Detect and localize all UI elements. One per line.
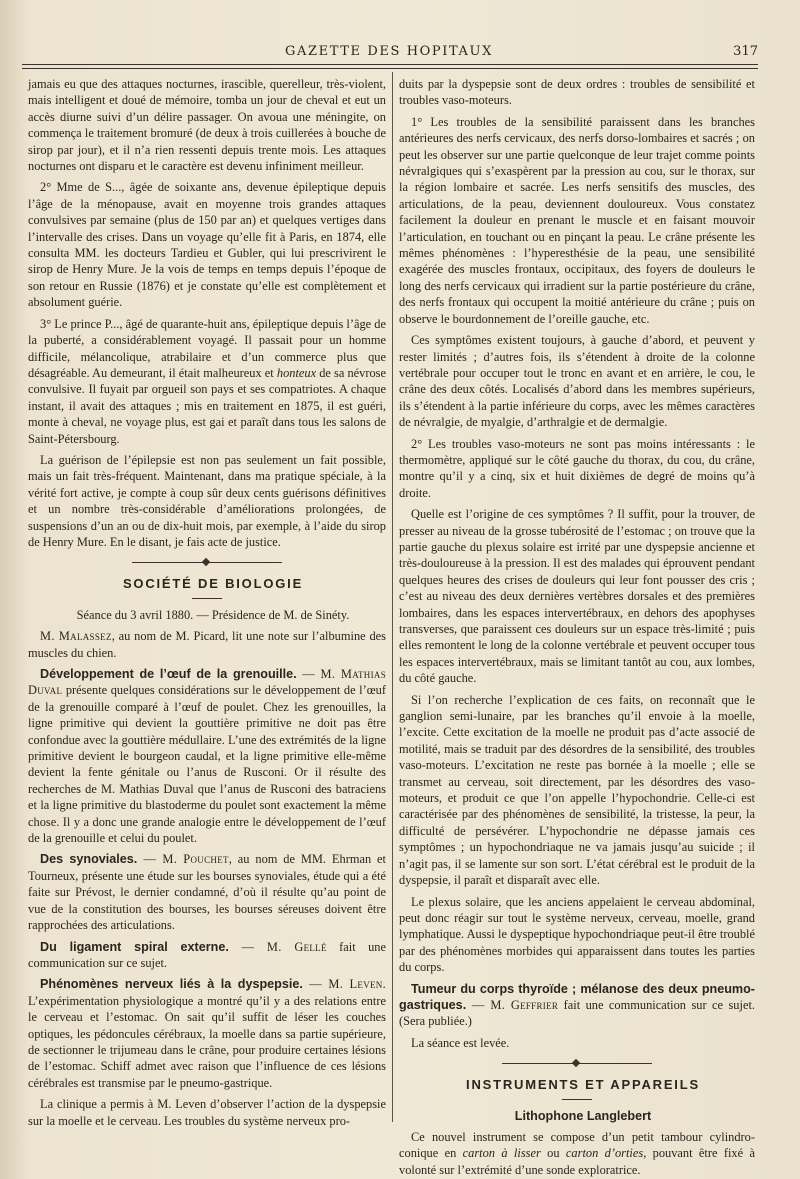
section-title: SOCIÉTÉ DE BIOLOGIE [122,576,304,592]
paragraph: La guérison de l’épilepsie est non pas seulement un fait possible, mais un fait très-fréquent. Maintenant, dans ma pratique spéciale, à la vérité fort active, je compte à coup sûr deux cents guérisons définitives et un nombre très-considérable d’améliorations prolongées, de suspensions d’un an ou de dix-huit mois, par exemple, à l’aide du sirop de Henry Mure. En le disant, je fais acte de justice. [28,452,386,549]
paragraph: 2° Mme de S..., âgée de soixante ans, devenue épileptique depuis l’âge de la ménopause, avait en moyenne trois grandes attaques convulsives par semaine (plus de 150 par an) et quelques vertiges dans l’intervalle des crises. Dans un voyage qu’elle fit à Paris, en 1874, elle consulta MM. les docteurs Tardieu et Gubler, qui lui prescrivirent le sirop de Henry Mure. Je la vois de temps en temps depuis l’époque de son retour en Russie (1876) et je constate qu’elle est complètement et absolument guérie. [28,180,386,310]
short-rule [192,598,222,599]
section-title: INSTRUMENTS ET APPAREILS [466,1077,700,1093]
subsection-title: Lithophone Langlebert [514,1108,652,1123]
paragraph: Des synoviales. — M. Pouchet, au nom de MM. Ehrman et Tourneux, présente une étude sur les bourses synoviales, étude qui a été faite sur Prévost, le dernier condamné, d’où il résulte qu’au point de vue de la constitution des bourses, les bourses séreuses doivent être rapprochées des articulations. [28,852,386,933]
paragraph: Si l’on recherche l’explication de ces faits, on reconnaît que le ganglion semi-lunaire, par les branches qu’il envoie à la moelle, l’excite. Cette excitation de la moelle ne produit pas d’acte associé de motilité, mais se traduit par des désordres de la sensibilité, des troubles vaso-moteurs. L’excitation ne reste pas bornée à la moelle ; elle se transmet au cerveau, soit directement, par les désordres des vaso-moteurs, et produit ce que l’on appelle l’hypochondrie. Celle-ci est caractérisée par des phénomènes de sensibilité, la tristesse, la peur, la difficulté de persévérer. L’hypochondrie ne dépasse jamais ces symptômes ; un hypochondriaque ne va jamais jusqu’au suicide ; il n’agit pas, il se lamente sur son sort. L’état cérébral est le produit de la dyspepsie, il paraît et disparaît avec elle. [399,692,755,888]
paragraph: jamais eu que des attaques nocturnes, irascible, querelleur, très-violent, mais intelligent et doué de mémoire, tomba un jour de cheval et eut un accès diurne suivi d’un délire passager. On avoua une méningite, on commença le traitement bromuré (de deux à trois cuillerées à bouche de sirop par jour), et il n’a rien ressenti depuis trente mois. Les attaques nocturnes ont disparu et le caractère est devenu infiniment meilleur. [28,77,386,174]
paragraph: Quelle est l’origine de ces symptômes ? Il suffit, pour la trouver, de presser au niveau de la grosse tubérosité de l’estomac ; on trouve que la partie gauche du plexus solaire est irrité par une dyspepsie ancienne et très-douloureuse à la pression. Il est des malades qui éprouvent pendant quelques heures des crises de douleurs qui leur font pousser des cris ; c’est au niveau des deux dernières vertèbres dorsales et des premières lombaires, dans les espaces intervertébraux, en dehors des apophyses transverses, que paraissent ces douleurs sur un espace très-limité ; puis elles remontent le long de la colonne vertébrale et peuvent occuper tous les espaces intervertébraux, mais se limitant tantôt au cou, aux lombes, du côté gauche. [399,507,755,686]
paragraph: Ces symptômes existent toujours, à gauche d’abord, et peuvent y rester limités ; d’autres fois, ils s’étendent à droite de la colonne vertébrale pour occuper tout le tronc en avant et en arrière, le cou, le crâne des deux côtés. Localisés d’abord dans les membres supérieurs, ils s’étendent à la partie inférieure du corps, avec les mêmes caractères de névralgie, de myalgie, d’arthralgie et de dermalgie. [399,333,755,430]
paragraph: Du ligament spiral externe. — M. Gellé fait une communication sur ce sujet. [28,939,386,970]
paragraph: Tumeur du corps thyroïde ; mélanose des deux pneumo-gastriques. — M. Geffrier fait une communication sur ce sujet. (Sera publiée.) [399,981,755,1029]
right-column [399,76,755,1179]
session-line: Séance du 3 avril 1880. — Présidence de M. de Sinéty. [76,607,350,622]
header-double-rule [22,64,758,69]
paragraph: La clinique a permis à M. Leven d’observer l’action de la dyspepsie sur la moelle et le cerveau. Les troubles du système nerveux pro- [28,1097,386,1128]
paragraph: 1° Les troubles de la sensibilité paraissent dans les branches antérieures des nerfs cervicaux, des nerfs dorso-lombaires et sacrés ; on peut les observer sur une partie quelconque de leur trajet comme points névralgiques qui s’exaspèrent par la pression au cou, sur le thorax, sur la région lombaire et sacrée. Les nerfs sensitifs des muscles, des articulations, de la peau, deviennent douloureux. Vous constatez facilement la douleur en prenant le muscle et en faisant mouvoir l’articulation, en touchant ou en pinçant la peau. Le crâne présente les mêmes phénomènes : l’hyperesthésie de la peau, une sensibilité exagérée des muscles frontaux, occipitaux, des foyers de douleurs le long des nerfs cervicaux qui irradient sur la partie postérieure du crâne, des nerfs frontaux qui occupent la moitié antérieure du crâne ; puis on observe le bourdonnement de l’oreille gauche, etc. [399,114,755,326]
journal-title: GAZETTE DES HOPITAUX [285,44,493,59]
paragraph: Ce nouvel instrument se compose d’un petit tambour cylindro-conique en carton à lisser ou carton d’orties, pouvant être fixé à volonté sur l’extrémité d’une sonde exploratrice. [399,1129,755,1177]
short-rule [562,1099,592,1100]
page-header [20,42,758,66]
paragraph: Phénomènes nerveux liés à la dyspepsie. — M. Leven. L’expérimentation physiologique a montré qu’il y a des relations entre le cerveau et l’estomac. On sait qu’il suffit de léser les couches optiques, les pédoncules cérébraux, la moelle dans sa partie supérieure, de sectionner le trijumeau dans le crâne, pour produire certaines lésions de l’estomac. Schiff admet avec raison que l’influence de ces lésions cérébrales est transmise par le pneumo-gastrique. [28,977,387,1090]
column-divider [392,72,393,1122]
paragraph: Le plexus solaire, que les anciens appelaient le cerveau abdominal, peut donc réagir sur tout le système nerveux, cerveau, moelle, grand lymphatique. Aussi le dyspeptique hypochondriaque peut-il être troublé par des phénomènes morbides qui apparaissent dans toutes les parties du corps. [399,894,755,975]
paragraph: duits par la dyspepsie sont de deux ordres : troubles de sensibilité et troubles vaso-moteurs. [399,77,755,108]
paragraph: Développement de l’œuf de la grenouille. — M. Mathias Duval présente quelques considérations sur le développement de l’œuf de la grenouille comparé à l’œuf de poulet. Chez les grenouilles, la ligne primitive qui devient la gouttière primitive ne doit pas être confondue avec la gouttière médullaire. L’une des extrémités de la ligne primitive devient le bourgeon caudal, et la ligne primitive elle-même devient la fente génitale ou l’anus de Rusconi. Or il résulte des recherches de M. Mathias Duval que l’anus de Rusconi des batraciens et la ligne primitive du blastoderme du poulet sont exactement la même chose. Il y a donc une grande analogie entre le développement de l’œuf de la grenouille et celui du poulet. [28,667,386,846]
paragraph: 3° Le prince P..., âgé de quarante-huit ans, épileptique depuis l’âge de la puberté, a considérablement voyagé. Il passait pour un homme difficile, mélancolique, atrabilaire et d’un commerce plus que désagréable. Au demeurant, il était malheureux et honteux de sa névrose convulsive. Il fuyait par orgueil son pays et ses compatriotes. A chaque instant, il avait des attaques ; mis en traitement en 1875, il est guéri, monte à cheval, ne voyage plus, est gai et paraît dans tous les salons de Saint-Pétersbourg. [28,316,387,446]
paragraph: 2° Les troubles vaso-moteurs ne sont pas moins intéressants : le thermomètre, appliqué sur le côté gauche du thorax, du cou, du crâne, montre qu’il y a cinq, six et huit dixièmes de degré de moins qu’à droite. [399,436,755,500]
ornament-divider [132,560,282,566]
ornament-divider [502,1061,652,1067]
page-number: 317 [733,44,758,59]
paragraph: La séance est levée. [411,1035,510,1050]
left-column [28,76,386,1134]
paragraph: M. Malassez, au nom de M. Picard, lit une note sur l’albumine des muscles du chien. [28,629,386,660]
